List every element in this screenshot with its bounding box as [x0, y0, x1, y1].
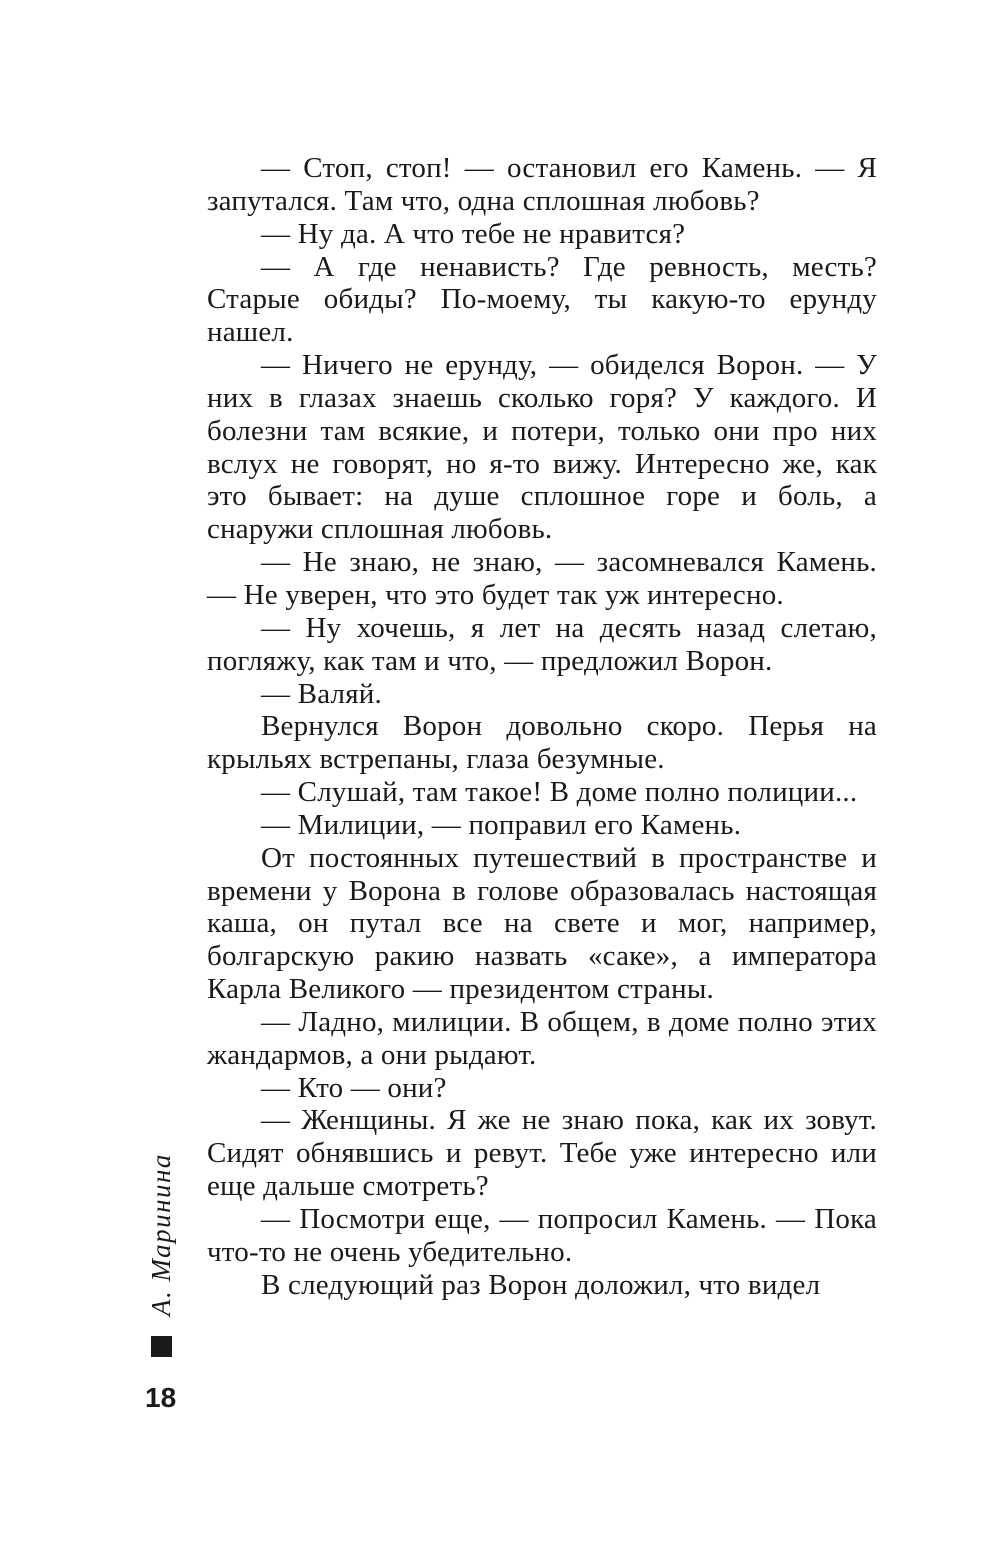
page-body-text	[207, 152, 877, 1302]
paragraph: — Слушай, там такое! В доме полно полиции...	[261, 776, 858, 809]
paragraph: — Женщины. Я же не знаю пока, как их зовут. Сидят обнявшись и ревут. Тебе уже интересно или еще дальше смотреть?	[207, 1104, 877, 1203]
page-number: 18	[145, 1382, 177, 1413]
running-head-author: А. Маринина	[146, 1153, 176, 1316]
paragraph: — Не знаю, не знаю, — засомневался Камень. — Не уверен, что это будет так уж интересно.	[207, 546, 877, 611]
paragraph: В следующий раз Ворон доложил, что видел	[261, 1268, 821, 1301]
paragraph: — Ну да. А что тебе не нравится?	[261, 217, 686, 250]
paragraph: — Кто — они?	[261, 1071, 447, 1104]
paragraph: — Ладно, милиции. В общем, в доме полно этих жандармов, а они рыдают.	[207, 1005, 877, 1071]
square-marker-icon	[151, 1336, 172, 1357]
paragraph: — А где ненависть? Где ревность, месть? Старые обиды? По-моему, ты какую-то ерунду нашел.	[207, 250, 877, 349]
paragraph: — Милиции, — поправил его Камень.	[261, 808, 742, 841]
paragraph: От постоянных путешествий в пространстве и времени у Ворона в голове образовалась настоящая каша, он путал все на свете и мог, например, болгарскую ракию назвать «саке», а императора Карла Великого — президентом страны.	[207, 841, 877, 1006]
paragraph: — Валяй.	[261, 677, 382, 710]
paragraph: Вернулся Ворон довольно скоро. Перья на крыльях встрепаны, глаза безумные.	[207, 710, 877, 776]
paragraph: — Посмотри еще, — попросил Камень. — Пока что-то не очень убедительно.	[207, 1203, 877, 1268]
paragraph: — Стоп, стоп! — остановил его Камень. — Я запутался. Там что, одна сплошная любовь?	[207, 152, 877, 217]
paragraph: — Ничего не ерунду, — обиделся Ворон. — У них в глазах знаешь сколько горя? У каждого. И болезни там всякие, и потери, только они про них вслух не говорят, но я-то вижу. Интересно же, как это бывает: на душе сплошное горе и боль, а снаружи сплошная любовь.	[207, 349, 877, 546]
paragraph: — Ну хочешь, я лет на десять назад слетаю, погляжу, как там и что, — предложил Ворон.	[207, 611, 877, 677]
